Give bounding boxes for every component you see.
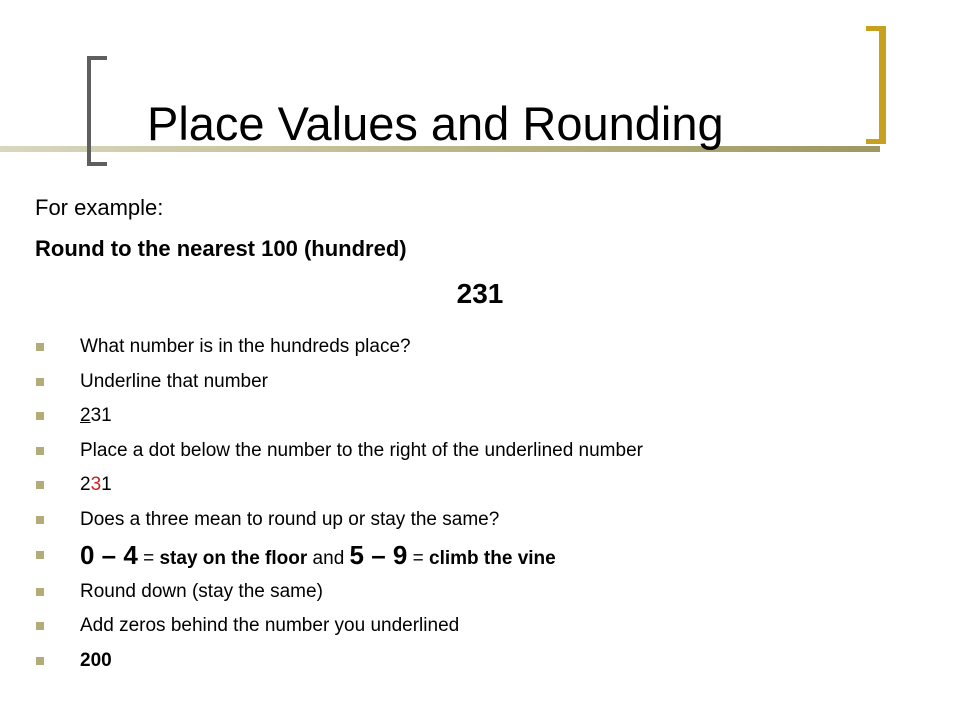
bullet-text: Add zeros behind the number you underlined [80,615,460,636]
bullet-text [80,401,112,431]
equals-sign: = [407,548,430,569]
bullet-marker [36,378,44,386]
bullet-text: Does a three mean to round up or stay the same? [80,509,500,530]
bullet-text [80,470,112,500]
equals-sign: = [137,548,160,569]
bullet-text: 200 [80,650,112,671]
bullet-text [80,538,556,576]
phrase-climb: climb the vine [429,548,556,569]
last-digit: 1 [101,474,112,495]
and-text: and [307,548,350,569]
remaining-digits: 31 [90,405,112,426]
bullet-text: What number is in the hundreds place? [80,336,411,357]
bullet-text: Underline that number [80,371,268,392]
range-high: 5 – 9 [349,540,408,570]
bullet-marker [36,588,44,596]
bullet-marker [36,447,44,455]
bullet-marker [36,657,44,665]
first-digit: 2 [80,474,91,495]
slide-title: Place Values and Rounding [147,97,724,150]
bullet-text: Place a dot below the number to the right of the underlined number [80,440,643,461]
highlighted-digit: 3 [90,474,102,495]
underlined-digit: 2 [80,405,91,426]
example-number: 231 [456,278,504,309]
range-low: 0 – 4 [80,540,138,570]
task-text: Round to the nearest 100 (hundred) [35,236,407,261]
bullet-marker [36,622,44,630]
bullet-marker [36,343,44,351]
bullet-marker [36,516,44,524]
bullet-text: Round down (stay the same) [80,581,323,602]
intro-text: For example: [35,195,164,220]
phrase-stay: stay on the floor [159,548,308,569]
bullet-marker [36,551,44,559]
bullet-marker [36,481,44,489]
bullet-marker [36,412,44,420]
